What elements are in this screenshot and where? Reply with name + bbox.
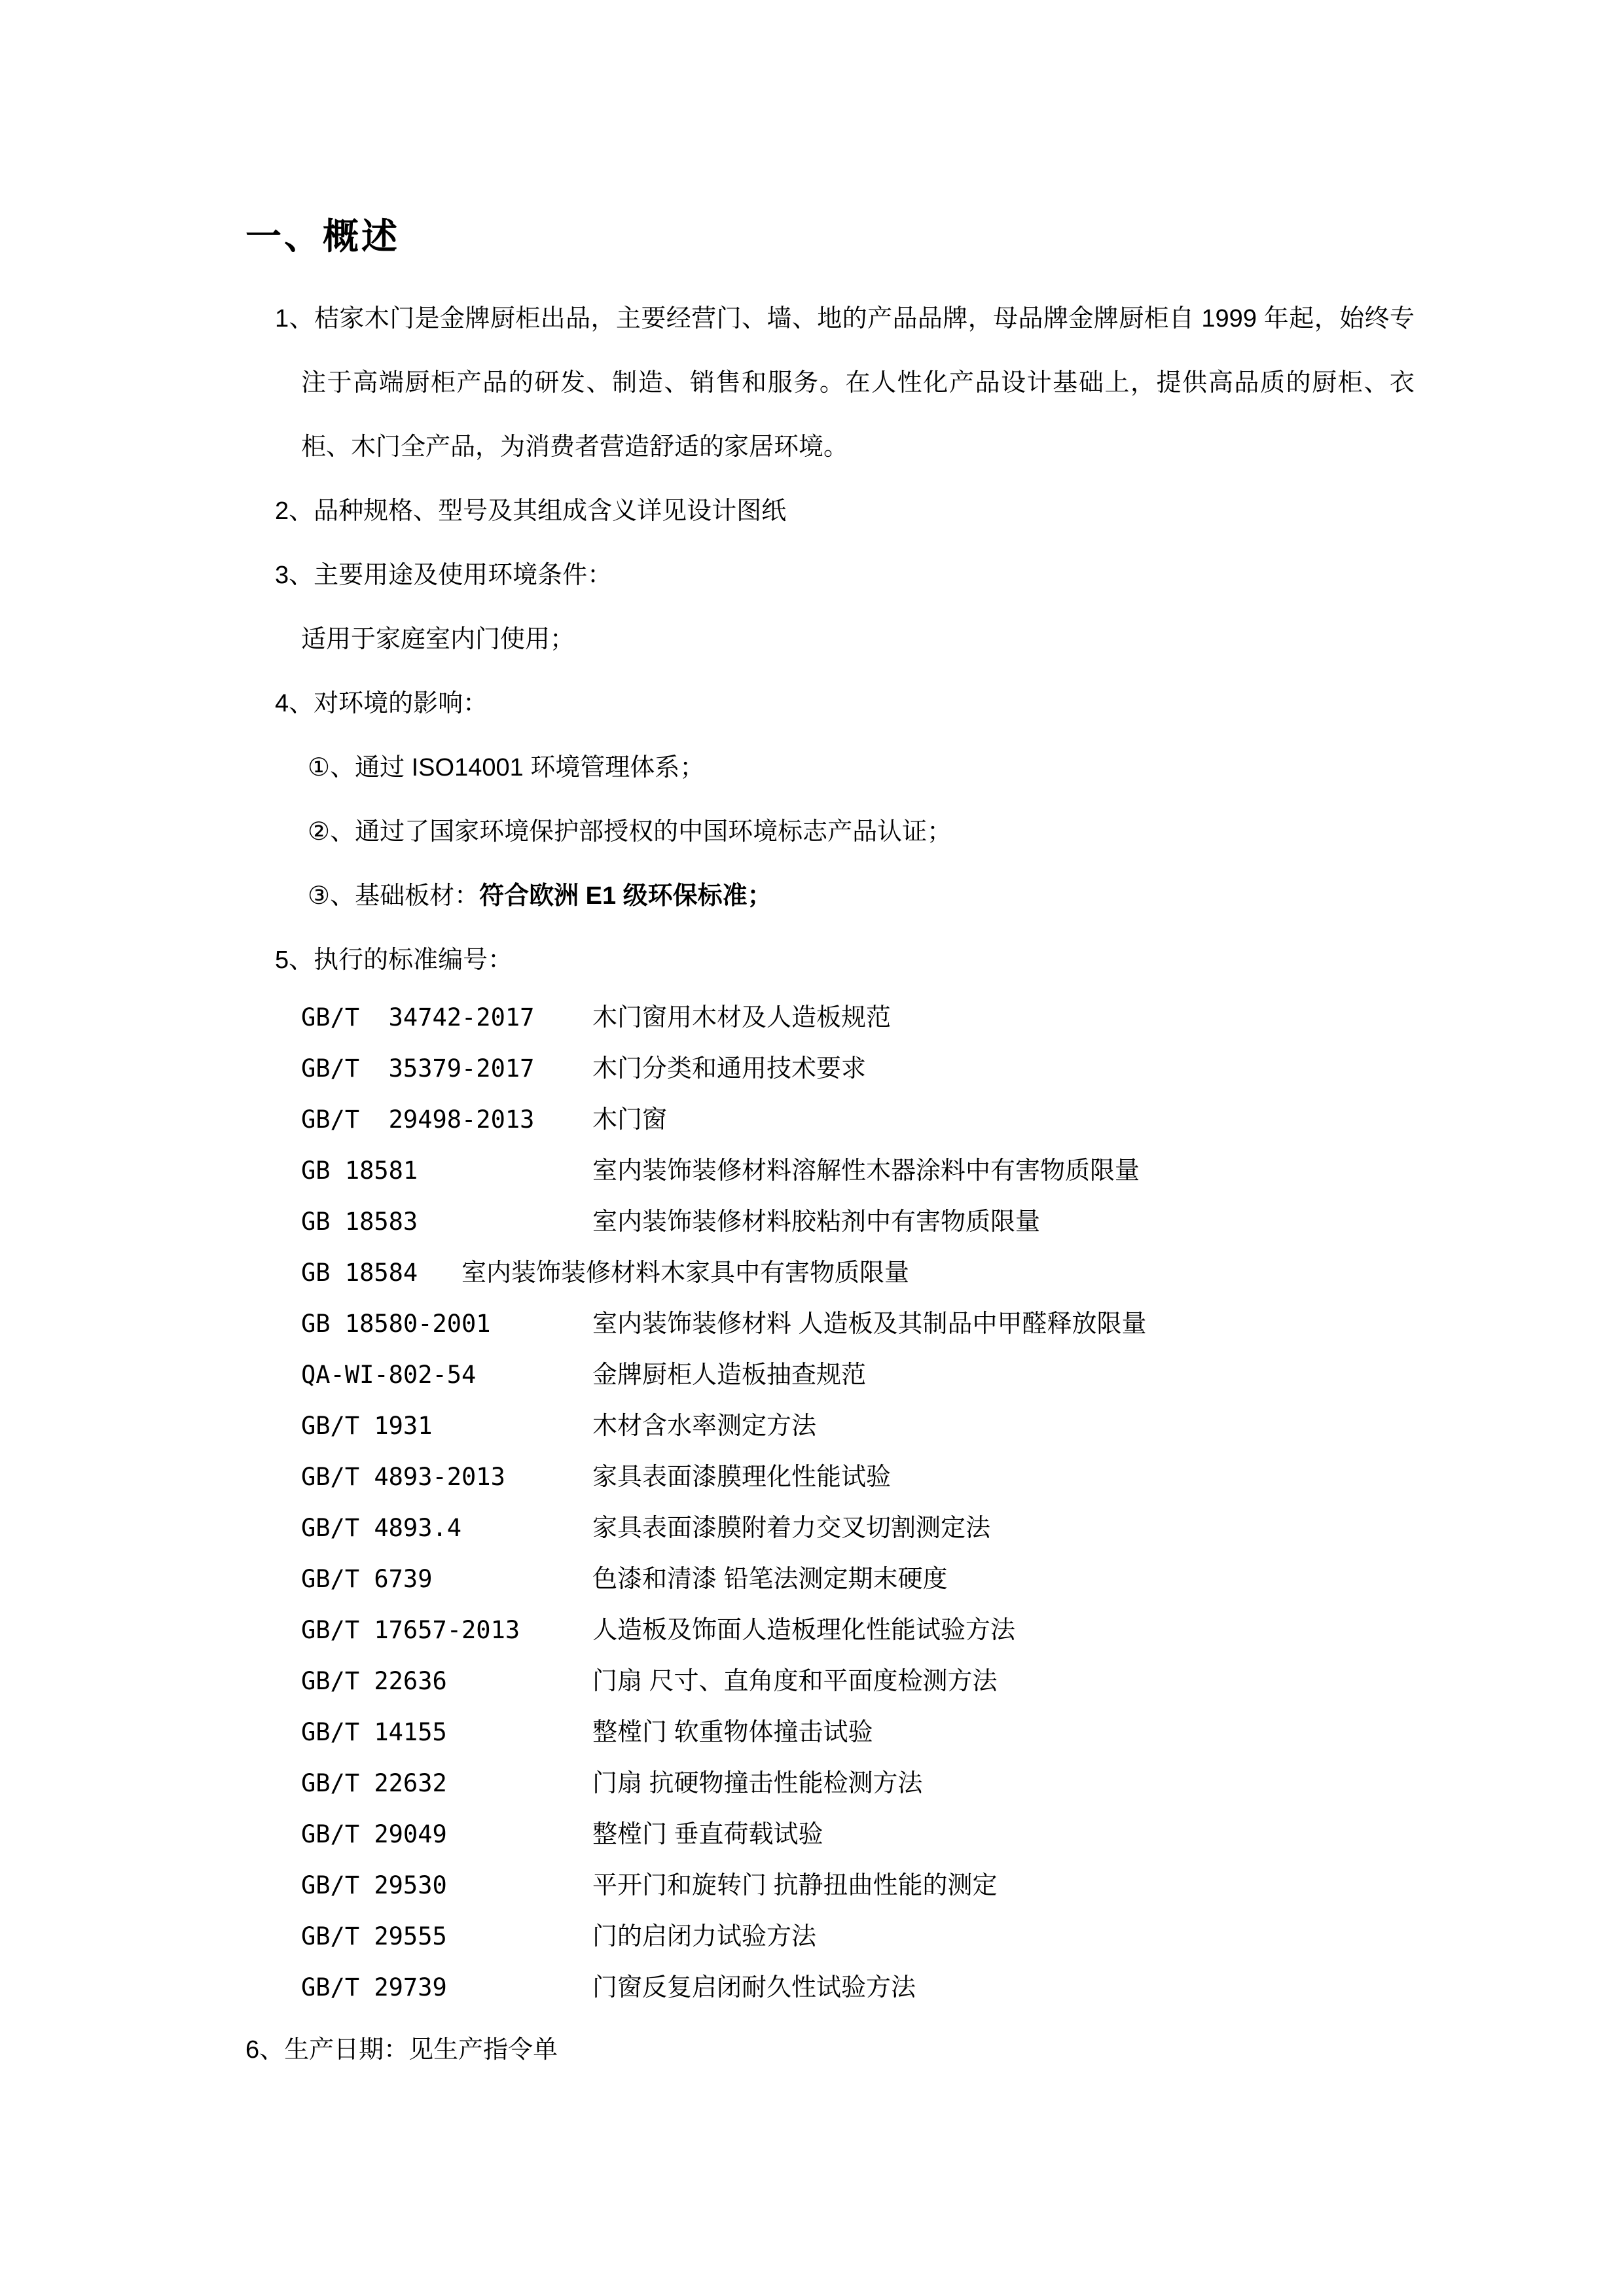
item-2: 2、品种规格、型号及其组成含义详见设计图纸: [275, 497, 787, 526]
standard-name: 木门窗: [592, 1106, 668, 1134]
section-heading: 一、概述: [245, 216, 401, 257]
standard-code: GB/T 22636: [301, 1667, 447, 1696]
standard-code: GB/T 4893.4: [301, 1514, 462, 1543]
standard-name: 木材含水率测定方法: [592, 1412, 817, 1441]
standard-row: [301, 1758, 1415, 1809]
standard-code: GB/T 35379-2017: [301, 1054, 535, 1083]
standard-name: 金牌厨柜人造板抽查规范: [592, 1361, 867, 1390]
standard-name: 室内装饰装修材料 人造板及其制品中甲醛释放限量: [592, 1310, 1147, 1338]
standard-row: [301, 1962, 1415, 2013]
item-4: 4、对环境的影响：: [275, 690, 488, 718]
standard-code: GB/T 29498-2013: [301, 1105, 535, 1134]
standard-code: GB 18583: [301, 1208, 418, 1236]
standard-row: [301, 1043, 1415, 1094]
standard-name: 家具表面漆膜附着力交叉切割测定法: [592, 1515, 991, 1543]
standard-row: [301, 1247, 1415, 1299]
standard-code: GB 18581: [301, 1157, 418, 1185]
standard-name: 人造板及饰面人造板理化性能试验方法: [592, 1617, 1016, 1645]
item-4-sub-1: ①、通过 ISO14001 环境管理体系；: [308, 754, 705, 782]
standard-name: 平开门和旋转门 抗静扭曲性能的测定: [592, 1872, 998, 1900]
standard-name: 木门分类和通用技术要求: [592, 1055, 867, 1083]
standard-name: 室内装饰装修材料溶解性木器涂料中有害物质限量: [592, 1157, 1140, 1185]
standard-row: [301, 1554, 1415, 1605]
standard-name: 室内装饰装修材料胶粘剂中有害物质限量: [592, 1208, 1041, 1236]
item-4-sub-3-label: ③、基础板材：: [308, 882, 480, 910]
standard-code: GB/T 29555: [301, 1922, 447, 1951]
standards-list: [301, 992, 1415, 2013]
standard-row: [301, 1707, 1415, 1758]
standard-code: GB/T 14155: [301, 1718, 447, 1747]
standard-name: 木门窗用木材及人造板规范: [592, 1004, 892, 1032]
standard-code: GB/T 17657-2013: [301, 1616, 520, 1645]
item-3: 3、主要用途及使用环境条件：: [275, 562, 613, 590]
standard-code: GB/T 29739: [301, 1973, 447, 2002]
standard-name: 门扇 尺寸、直角度和平面度检测方法: [592, 1668, 998, 1696]
standard-name: 室内装饰装修材料木家具中有害物质限量: [461, 1259, 910, 1287]
standard-name: 整樘门 垂直荷载试验: [592, 1821, 823, 1849]
standard-row: [301, 1145, 1415, 1196]
item-3-note: 适用于家庭室内门使用；: [301, 626, 575, 654]
standard-code: GB 18584: [301, 1259, 418, 1287]
standard-row: [301, 1503, 1415, 1554]
standard-row: [301, 1299, 1415, 1350]
standard-row: [301, 1605, 1415, 1656]
standard-name: 门窗反复启闭耐久性试验方法: [592, 1974, 916, 2002]
standard-code: GB/T 22632: [301, 1769, 447, 1798]
standard-name: 色漆和清漆 铅笔法测定期末硬度: [592, 1566, 948, 1594]
standard-row: [301, 1911, 1415, 1962]
standard-name: 门的启闭力试验方法: [592, 1923, 817, 1951]
standard-row: [301, 992, 1415, 1043]
standard-row: [301, 1401, 1415, 1452]
item-4-sub-3-emphasis: 符合欧洲 E1 级环保标准；: [479, 882, 772, 910]
standard-code: QA-WI-802-54: [301, 1361, 477, 1390]
standard-row: [301, 1656, 1415, 1707]
item-5: 5、执行的标准编号：: [275, 946, 513, 975]
standard-row: [301, 1809, 1415, 1860]
standard-code: GB/T 34742-2017: [301, 1003, 535, 1032]
standard-code: GB/T 29049: [301, 1820, 447, 1849]
item-1-paragraph: 1、桔家木门是金牌厨柜出品，主要经营门、墙、地的产品品牌，母品牌金牌厨柜自 1999 年起，始终专注于高端厨柜产品的研发、制造、销售和服务。在人性化产品设计基础上，提供高品质的厨柜、衣柜、木门全产品，为消费者营造舒适的家居环境。: [275, 305, 1415, 461]
standard-name: 家具表面漆膜理化性能试验: [592, 1463, 892, 1492]
item-4-sub-3: [308, 864, 1415, 928]
standard-name: 门扇 抗硬物撞击性能检测方法: [592, 1770, 923, 1798]
standard-code: GB 18580-2001: [301, 1310, 491, 1338]
standard-row: [301, 1860, 1415, 1911]
item-4-sub-2: ②、通过了国家环境保护部授权的中国环境标志产品认证；: [308, 818, 952, 846]
standard-code: GB/T 6739: [301, 1565, 433, 1594]
standard-row: [301, 1452, 1415, 1503]
standard-code: GB/T 29530: [301, 1871, 447, 1900]
standard-code: GB/T 4893-2013: [301, 1463, 505, 1492]
standard-name: 整樘门 软重物体撞击试验: [592, 1719, 873, 1747]
standard-row: [301, 1350, 1415, 1401]
item-6: 6、生产日期：见生产指令单: [245, 2036, 558, 2064]
standard-row: [301, 1094, 1415, 1145]
standard-code: GB/T 1931: [301, 1412, 433, 1441]
standard-row: [301, 1196, 1415, 1247]
